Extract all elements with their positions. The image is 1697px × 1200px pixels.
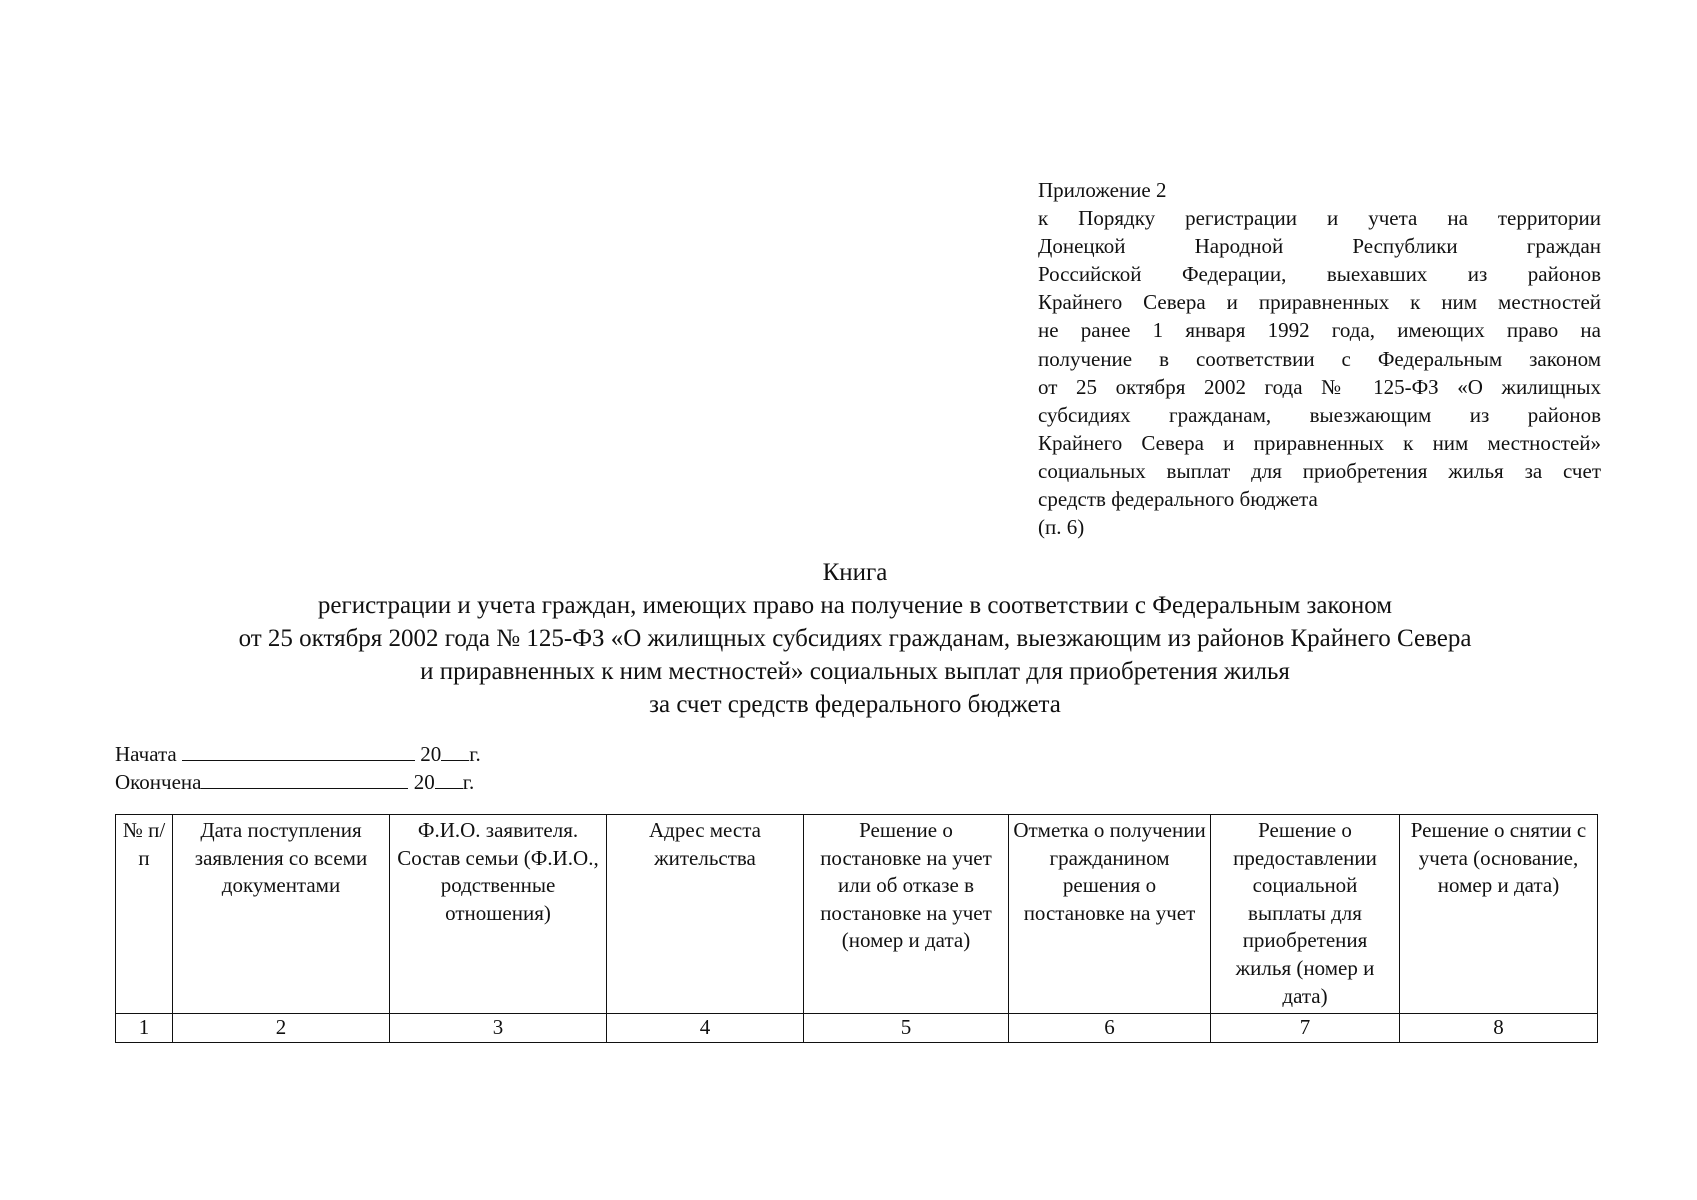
appendix-block (1038, 176, 1601, 541)
column-header-applicant: Ф.И.О. заявителя. Состав семьи (Ф.И.О., родственные отношения) (390, 815, 607, 1014)
column-header-receipt-mark: Отметка о получении гражданином решения о постановке на учет (1009, 815, 1211, 1014)
ended-date-line (115, 768, 481, 796)
column-header-registration-decision: Решение о постановке на учет или об отказе в постановке на учет (номер и дата) (804, 815, 1009, 1014)
column-number: 3 (390, 1014, 607, 1043)
year-prefix: 20 (420, 742, 442, 766)
column-number: 4 (607, 1014, 804, 1043)
year-suffix: г. (462, 770, 475, 794)
appendix-line: социальных выплат для приобретения жилья за счет (1038, 458, 1601, 483)
book-title-line: от 25 октября 2002 года № 125-ФЗ «О жилищных субсидиях гражданам, выезжающим из районов Крайнего Севера (238, 625, 1472, 652)
ended-label: Окончена (115, 770, 202, 794)
book-title-line: за счет средств федерального бюджета (649, 691, 1061, 718)
year-suffix: г. (469, 742, 481, 766)
appendix-line: Донецкой Народной Республики граждан (1038, 234, 1601, 259)
registration-table (115, 814, 1598, 1043)
appendix-line: Крайнего Севера и приравненных к ним местностей (1038, 290, 1601, 315)
column-header-date: Дата поступления заявления со всеми документами (173, 815, 390, 1014)
column-header-removal-decision: Решение о снятии с учета (основание, номер и дата) (1400, 815, 1598, 1014)
appendix-line: от 25 октября 2002 года № 125-ФЗ «О жилищных (1038, 374, 1601, 399)
column-number: 5 (804, 1014, 1009, 1043)
column-number: 6 (1009, 1014, 1211, 1043)
appendix-title: Приложение 2 (1038, 178, 1167, 202)
appendix-line: средств федерального бюджета (1038, 487, 1318, 512)
started-label: Начата (115, 742, 177, 766)
appendix-line: не ранее 1 января 1992 года, имеющих право на (1038, 318, 1601, 343)
column-header-address: Адрес места жительства (607, 815, 804, 1014)
column-header-payment-decision: Решение о предоставлении социальной выплаты для приобретения жилья (номер и дата) (1211, 815, 1400, 1014)
appendix-line: к Порядку регистрации и учета на территории (1038, 206, 1601, 231)
year-prefix: 20 (413, 770, 435, 794)
started-date-blank[interactable] (182, 740, 415, 761)
book-dates (115, 740, 481, 796)
ended-date-blank[interactable] (201, 768, 408, 789)
book-title-line: и приравненных к ним местностей» социальных выплат для приобретения жилья (420, 658, 1290, 685)
column-header-number: № п/п (116, 815, 173, 1014)
column-number: 2 (173, 1014, 390, 1043)
book-title (0, 556, 1697, 721)
column-number: 8 (1400, 1014, 1598, 1043)
book-title-line: регистрации и учета граждан, имеющих право на получение в соответствии с Федеральным законом (317, 592, 1393, 619)
appendix-line: субсидиях гражданам, выезжающим из районов (1038, 402, 1601, 427)
table-header-row (116, 815, 1598, 1014)
book-heading: Книга (822, 559, 888, 586)
ended-year-blank[interactable] (435, 768, 463, 789)
appendix-line: Российской Федерации, выехавших из районов (1038, 262, 1601, 287)
table-row (116, 1014, 1598, 1043)
started-date-line (115, 740, 481, 768)
column-number: 7 (1211, 1014, 1400, 1043)
appendix-line: получение в соответствии с Федеральным законом (1038, 346, 1601, 371)
started-year-blank[interactable] (441, 740, 469, 761)
appendix-clause: (п. 6) (1038, 515, 1085, 540)
column-number: 1 (116, 1014, 173, 1043)
appendix-text (1038, 204, 1601, 513)
appendix-line: Крайнего Севера и приравненных к ним местностей» (1038, 430, 1601, 455)
